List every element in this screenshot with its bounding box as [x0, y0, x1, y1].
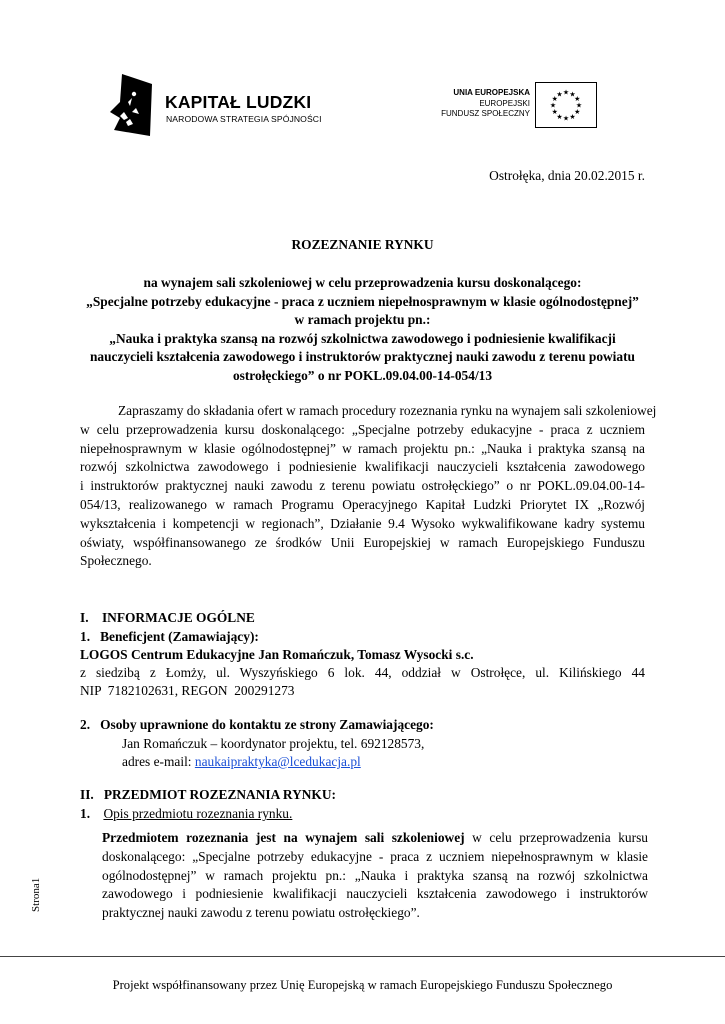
subject-bold-text: Przedmiotem rozeznania jest na wynajem sali szkoleniowej: [102, 830, 465, 845]
kapital-ludzki-logo: [108, 72, 322, 138]
footer-text: Projekt współfinansowany przez Unię Europejską w ramach Europejskiego Funduszu Społecznego: [112, 978, 613, 992]
beneficiary-address: [80, 665, 645, 681]
eu-star-icon: ★: [562, 114, 570, 123]
beneficiary-name: LOGOS Centrum Edukacyjne Jan Romańczuk, Tomasz Wysocki s.c.: [80, 647, 474, 662]
contact-person: Jan Romańczuk – koordynator projektu, tel. 692128573,: [122, 736, 425, 751]
eu-star-icon: ★: [575, 101, 583, 110]
intro-line: niepełnosprawnym w klasie ogólnodostępnej” w ramach projektu pn.: „Nauka i praktyka szansą na: [80, 440, 645, 456]
intro-line: Zapraszamy do składania ofert w ramach procedury rozeznania rynku na wynajem sali szkoleniowej: [118, 403, 657, 418]
eu-logo-line3: FUNDUSZ SPOŁECZNY: [441, 109, 530, 118]
subtitle-line: na wynajem sali szkoleniowej w celu przeprowadzenia kursu doskonalącego:: [143, 275, 582, 290]
eu-star-icon: ★: [551, 108, 558, 117]
beneficiary-label: 1. Beneficjent (Zamawiający):: [80, 629, 259, 644]
subtitle-line: w ramach projektu pn.:: [294, 312, 431, 328]
eu-star-icon: ★: [556, 90, 563, 99]
footer-divider: [0, 956, 725, 957]
eu-star-icon: ★: [574, 108, 581, 117]
email-link[interactable]: naukaipraktyka@lcedukacja.pl: [194, 754, 361, 769]
section1-heading: I. INFORMACJE OGÓLNE: [80, 610, 255, 625]
eu-star-icon: ★: [551, 95, 558, 104]
eu-star-icon: ★: [562, 88, 570, 97]
eu-logo-line2: EUROPEJSKI: [479, 99, 530, 108]
intro-line: Społecznego.: [80, 553, 152, 569]
section2-heading: II. PRZEDMIOT ROZEZNANIA RYNKU:: [80, 787, 336, 802]
page-number-label: Strona1: [30, 877, 42, 912]
subject-line: praktycznej nauki zawodu z terenu powiatu ostrołęckiego”.: [102, 905, 420, 921]
subtitle-line: „Nauka i praktyka szansą na rozwój szkolnictwa zawodowego i podniesienie kwalifikacji: [109, 330, 616, 346]
eu-star-icon: ★: [549, 101, 557, 110]
kapital-ludzki-subtitle: NARODOWA STRATEGIA SPÓJNOŚCI: [166, 114, 322, 124]
subject-line: zawodowego i podniesienie kwalifikacji nauczycieli kształcenia zawodowego i instruktorów: [102, 886, 648, 902]
eu-star-icon: ★: [569, 90, 576, 99]
document-subtitle: [80, 274, 645, 386]
intro-line: rozwój szkolnictwa zawodowego i podniesienie kwalifikacji nauczycieli kształcenia zawodowego: [80, 459, 645, 475]
eu-star-icon: ★: [574, 95, 581, 104]
kapital-ludzki-title: KAPITAŁ LUDZKI: [165, 92, 312, 112]
subject-line: doskonalącego: „Specjalne potrzeby edukacyjne - praca z uczniem niepełnosprawnym w klasie: [102, 848, 648, 864]
subject-heading: [80, 806, 292, 822]
subject-paragraph: [102, 829, 648, 923]
subject-line-rest: w celu przeprowadzenia kursu: [464, 830, 648, 845]
subtitle-line: nauczycieli kształcenia zawodowego i instruktorów praktycznej nauki zawodu z terenu powiatu: [89, 349, 636, 365]
intro-paragraph: [80, 402, 657, 571]
intro-line: wykształcenia i kompetencji w regionach”, Działanie 9.4 Wysoko wykwalifikowane kadry systemu: [80, 515, 645, 531]
kapital-ludzki-emblem-icon: [108, 72, 158, 138]
subject-line: ogólnodostępnej” w ramach projektu pn.: „Nauka i praktyka szansą na rozwój szkolnictwa: [102, 867, 648, 883]
intro-line: 054/13, realizowanego w ramach Programu Operacyjnego Kapitał Ludzki Priorytet IX „Rozwój: [80, 496, 645, 512]
intro-line: oświaty, współfinansowanego ze środków Unii Europejskiej w ramach Europejskiego Funduszu: [80, 534, 645, 550]
eu-logo-line1: UNIA EUROPEJSKA: [453, 88, 530, 97]
eu-flag-icon: [535, 82, 597, 128]
subject-item-title: Opis przedmiotu rozeznania rynku.: [103, 806, 293, 821]
email-prefix: adres e-mail:: [122, 754, 195, 769]
contact-email-line: [122, 754, 361, 770]
eu-star-icon: ★: [556, 112, 563, 121]
eu-star-icon: ★: [569, 112, 576, 121]
intro-line: w celu przeprowadzenia kursu doskonalącego: „Specjalne potrzeby edukacyjne - praca z uczniem: [80, 421, 645, 437]
address-line: z siedzibą z Łomży, ul. Wyszyńskiego 6 lok. 44, oddział w Ostrołęce, ul. Kilińskiego 44: [80, 665, 645, 680]
subtitle-line: „Specjalne potrzeby edukacyjne - praca z uczniem niepełnosprawnym w klasie ogólnodostępnej”: [86, 293, 639, 309]
subject-line: [102, 829, 648, 848]
document-title: ROZEZNANIE RYNKU: [291, 237, 434, 252]
nip-regon: NIP 7182102631, REGON 200291273: [80, 683, 295, 698]
date-line: Ostrołęka, dnia 20.02.2015 r.: [489, 168, 645, 183]
contact-heading: 2. Osoby uprawnione do kontaktu ze strony Zamawiającego:: [80, 717, 434, 732]
intro-line: i instruktorów praktycznej nauki zawodu z terenu powiatu ostrołęckiego” o nr POKL.09.04.00-14-: [80, 478, 645, 494]
subtitle-line: ostrołęckiego” o nr POKL.09.04.00-14-054/13: [232, 367, 493, 383]
subject-item-number: 1.: [80, 806, 91, 821]
eu-logo: [440, 82, 600, 130]
